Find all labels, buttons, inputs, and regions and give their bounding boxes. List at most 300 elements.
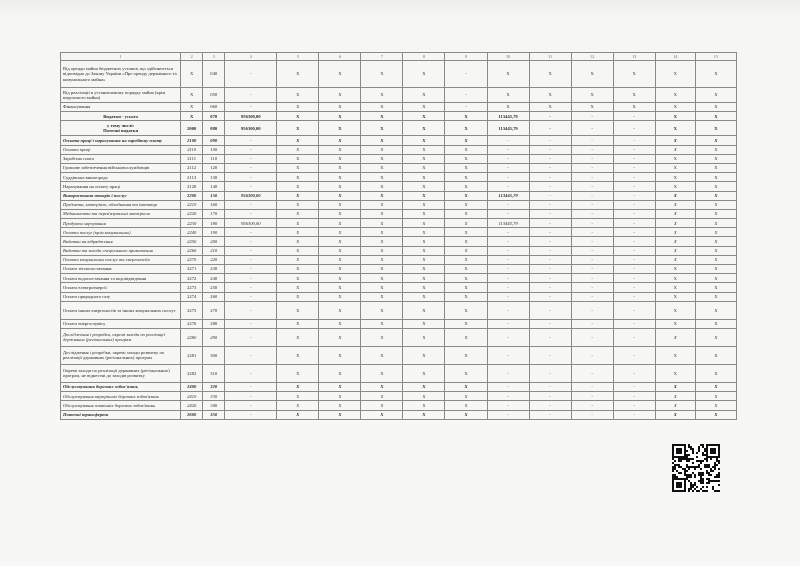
value-cell: X <box>445 255 487 264</box>
value-cell: X <box>361 301 403 319</box>
value-cell: - <box>487 136 529 145</box>
value-cell: - <box>571 328 613 346</box>
value-cell: X <box>319 200 361 209</box>
value-cell: X <box>319 255 361 264</box>
value-cell: - <box>613 274 655 283</box>
value-cell: X <box>655 246 695 255</box>
value-cell: - <box>529 328 571 346</box>
value-cell: X <box>655 364 695 382</box>
value-cell: X <box>319 237 361 246</box>
value-cell: X <box>361 328 403 346</box>
value-cell: X <box>403 255 445 264</box>
kekv-code-cell: 2281 <box>181 346 203 364</box>
value-cell: - <box>613 319 655 328</box>
value-cell: - <box>487 182 529 191</box>
value-cell: X <box>403 410 445 419</box>
value-cell: X <box>695 163 736 172</box>
value-cell: X <box>277 246 319 255</box>
value-cell: - <box>529 121 571 136</box>
value-cell: - <box>225 237 277 246</box>
table-row <box>61 246 737 255</box>
column-number: 14 <box>655 53 695 61</box>
value-cell: - <box>529 382 571 391</box>
table-row <box>61 182 737 191</box>
value-cell: - <box>529 145 571 154</box>
table-row <box>61 228 737 237</box>
value-cell: - <box>571 228 613 237</box>
value-cell: - <box>571 136 613 145</box>
line-code-cell: 100 <box>203 145 225 154</box>
value-cell: 956300,00 <box>225 219 277 228</box>
value-cell: X <box>403 382 445 391</box>
column-number: 2 <box>181 53 203 61</box>
value-cell: X <box>319 364 361 382</box>
value-cell: X <box>695 191 736 200</box>
value-cell: - <box>225 61 277 88</box>
value-cell: X <box>655 410 695 419</box>
value-cell: - <box>529 200 571 209</box>
value-cell: X <box>403 112 445 121</box>
table-row <box>61 392 737 401</box>
value-cell: X <box>319 265 361 274</box>
row-label: Оплата послуг (крім комунальних) <box>61 228 181 237</box>
value-cell: X <box>655 145 695 154</box>
value-cell: X <box>361 382 403 391</box>
value-cell: - <box>529 112 571 121</box>
value-cell: - <box>571 319 613 328</box>
value-cell: X <box>277 154 319 163</box>
value-cell: X <box>403 173 445 182</box>
line-code-cell: 080 <box>203 121 225 136</box>
value-cell: X <box>361 219 403 228</box>
value-cell: X <box>655 173 695 182</box>
value-cell: X <box>445 219 487 228</box>
value-cell: - <box>613 401 655 410</box>
value-cell: - <box>571 274 613 283</box>
value-cell: X <box>319 191 361 200</box>
value-cell: X <box>277 145 319 154</box>
value-cell: - <box>571 292 613 301</box>
table-row <box>61 382 737 391</box>
value-cell: X <box>445 145 487 154</box>
column-number: 9 <box>445 53 487 61</box>
value-cell: - <box>529 401 571 410</box>
row-label: у тому числі: Поточні видатки <box>61 121 181 136</box>
value-cell: - <box>571 283 613 292</box>
value-cell: - <box>487 173 529 182</box>
value-cell: - <box>571 246 613 255</box>
value-cell: X <box>361 392 403 401</box>
value-cell: - <box>225 145 277 154</box>
value-cell: X <box>445 328 487 346</box>
value-cell: X <box>403 136 445 145</box>
value-cell: X <box>277 392 319 401</box>
row-label: Окремі заходи по реалізації державних (регіональних) програм, не віднесені до заходів розвитку <box>61 364 181 382</box>
value-cell: X <box>319 163 361 172</box>
value-cell: X <box>695 301 736 319</box>
value-cell: - <box>487 392 529 401</box>
value-cell: X <box>695 145 736 154</box>
value-cell: X <box>655 219 695 228</box>
value-cell: X <box>655 154 695 163</box>
value-cell: - <box>613 182 655 191</box>
table-row <box>61 61 737 88</box>
row-label: Видатки - усього <box>61 112 181 121</box>
value-cell: - <box>487 283 529 292</box>
row-label: Суддівська винагорода <box>61 173 181 182</box>
row-label: Предмети, матеріали, обладнання та інвентар <box>61 200 181 209</box>
value-cell: - <box>225 328 277 346</box>
table-body <box>61 53 737 420</box>
value-cell: - <box>613 301 655 319</box>
value-cell: X <box>655 88 695 103</box>
value-cell: - <box>225 182 277 191</box>
value-cell: - <box>571 182 613 191</box>
value-cell: - <box>487 410 529 419</box>
value-cell: X <box>487 61 529 88</box>
kekv-code-cell: 2282 <box>181 364 203 382</box>
value-cell: X <box>319 292 361 301</box>
value-cell: X <box>445 319 487 328</box>
value-cell: X <box>695 136 736 145</box>
row-label: Заробітна плата <box>61 154 181 163</box>
row-label: Медикаменти та перев'язувальні матеріали <box>61 209 181 218</box>
value-cell: X <box>695 219 736 228</box>
value-cell: - <box>529 154 571 163</box>
value-cell: X <box>695 346 736 364</box>
value-cell: X <box>695 121 736 136</box>
kekv-code-cell: 2275 <box>181 301 203 319</box>
value-cell: X <box>655 103 695 112</box>
value-cell: - <box>225 364 277 382</box>
value-cell: X <box>403 228 445 237</box>
value-cell: - <box>529 346 571 364</box>
value-cell: - <box>487 364 529 382</box>
value-cell: - <box>487 382 529 391</box>
value-cell: - <box>487 163 529 172</box>
value-cell: X <box>403 154 445 163</box>
value-cell: X <box>695 319 736 328</box>
row-label: Обслуговування боргових зобов'язань <box>61 382 181 391</box>
column-number-row <box>61 53 737 61</box>
value-cell: - <box>613 237 655 246</box>
value-cell: - <box>613 121 655 136</box>
value-cell: - <box>571 382 613 391</box>
value-cell: X <box>277 163 319 172</box>
value-cell: X <box>277 136 319 145</box>
value-cell: X <box>655 301 695 319</box>
value-cell: - <box>529 265 571 274</box>
line-code-cell: 300 <box>203 346 225 364</box>
value-cell: X <box>445 301 487 319</box>
kekv-code-cell: 2113 <box>181 173 203 182</box>
kekv-code-cell: 2120 <box>181 182 203 191</box>
row-label: Дослідження і розробки, окремі заходи по реалізації державних (регіональних) програм <box>61 328 181 346</box>
value-cell: X <box>655 346 695 364</box>
kekv-code-cell: 2273 <box>181 283 203 292</box>
value-cell: - <box>613 154 655 163</box>
value-cell: X <box>403 237 445 246</box>
value-cell: - <box>487 237 529 246</box>
table-row <box>61 410 737 419</box>
row-label: Поточні трансферти <box>61 410 181 419</box>
table-row <box>61 219 737 228</box>
line-code-cell: 250 <box>203 283 225 292</box>
value-cell: X <box>403 328 445 346</box>
value-cell: X <box>319 154 361 163</box>
line-code-cell: 260 <box>203 292 225 301</box>
value-cell: X <box>445 182 487 191</box>
value-cell: - <box>445 61 487 88</box>
value-cell: X <box>655 209 695 218</box>
value-cell: X <box>403 103 445 112</box>
kekv-code-cell: X <box>181 112 203 121</box>
value-cell: - <box>571 392 613 401</box>
value-cell: X <box>277 103 319 112</box>
line-code-cell: 180 <box>203 219 225 228</box>
value-cell: - <box>571 237 613 246</box>
value-cell: - <box>613 346 655 364</box>
value-cell: - <box>225 209 277 218</box>
value-cell: X <box>695 103 736 112</box>
value-cell: X <box>529 103 571 112</box>
table-row <box>61 283 737 292</box>
column-number: 6 <box>319 53 361 61</box>
column-number: 7 <box>361 53 403 61</box>
value-cell: - <box>487 145 529 154</box>
value-cell: X <box>277 112 319 121</box>
kekv-code-cell: X <box>181 61 203 88</box>
budget-report-table <box>60 52 737 420</box>
line-code-cell: 120 <box>203 163 225 172</box>
value-cell: X <box>655 163 695 172</box>
value-cell: 956300,00 <box>225 121 277 136</box>
value-cell: X <box>445 292 487 301</box>
kekv-code-cell: 2100 <box>181 136 203 145</box>
column-number: 15 <box>695 53 736 61</box>
column-number: 3 <box>203 53 225 61</box>
value-cell: X <box>445 364 487 382</box>
value-cell: X <box>277 200 319 209</box>
row-label: Продукти харчування <box>61 219 181 228</box>
value-cell: X <box>277 173 319 182</box>
value-cell: - <box>529 182 571 191</box>
table-row <box>61 237 737 246</box>
line-code-cell: 320 <box>203 382 225 391</box>
value-cell: X <box>613 88 655 103</box>
value-cell: X <box>361 154 403 163</box>
kekv-code-cell: 2400 <box>181 382 203 391</box>
value-cell: - <box>225 274 277 283</box>
value-cell: - <box>225 163 277 172</box>
line-code-cell: 340 <box>203 401 225 410</box>
value-cell: - <box>571 255 613 264</box>
value-cell: X <box>445 173 487 182</box>
line-code-cell: 310 <box>203 364 225 382</box>
value-cell: - <box>225 410 277 419</box>
value-cell: X <box>319 88 361 103</box>
value-cell: - <box>613 392 655 401</box>
value-cell: - <box>613 112 655 121</box>
kekv-code-cell: X <box>181 88 203 103</box>
value-cell: - <box>571 364 613 382</box>
row-label: Дослідження і розробки, окремі заходи розвитку по реалізації державних (регіональних) програм <box>61 346 181 364</box>
value-cell: - <box>571 200 613 209</box>
value-cell: X <box>319 145 361 154</box>
kekv-code-cell: 2210 <box>181 200 203 209</box>
line-code-cell: 230 <box>203 265 225 274</box>
table-row <box>61 112 737 121</box>
value-cell: X <box>361 136 403 145</box>
value-cell: X <box>403 182 445 191</box>
value-cell: X <box>277 364 319 382</box>
table-row <box>61 255 737 264</box>
row-label: Видатки та заходи спеціального призначення <box>61 246 181 255</box>
value-cell: X <box>319 173 361 182</box>
value-cell: X <box>277 61 319 88</box>
value-cell: X <box>277 88 319 103</box>
value-cell: X <box>277 219 319 228</box>
value-cell: X <box>277 191 319 200</box>
table-row <box>61 265 737 274</box>
value-cell: X <box>319 328 361 346</box>
value-cell: X <box>277 255 319 264</box>
value-cell: X <box>445 401 487 410</box>
value-cell: - <box>225 301 277 319</box>
value-cell: X <box>403 145 445 154</box>
row-label: Оплата праці <box>61 145 181 154</box>
value-cell: X <box>319 283 361 292</box>
line-code-cell: 060 <box>203 103 225 112</box>
value-cell: - <box>487 228 529 237</box>
value-cell: X <box>445 410 487 419</box>
value-cell: - <box>487 401 529 410</box>
value-cell: X <box>319 121 361 136</box>
value-cell: X <box>695 401 736 410</box>
value-cell: - <box>529 136 571 145</box>
column-number: 10 <box>487 53 529 61</box>
value-cell: - <box>613 292 655 301</box>
value-cell: - <box>487 200 529 209</box>
value-cell: X <box>571 103 613 112</box>
value-cell: X <box>361 121 403 136</box>
value-cell: X <box>361 255 403 264</box>
value-cell: - <box>225 103 277 112</box>
value-cell: X <box>403 283 445 292</box>
value-cell: X <box>403 274 445 283</box>
value-cell: - <box>571 121 613 136</box>
value-cell: X <box>445 200 487 209</box>
value-cell: - <box>529 219 571 228</box>
value-cell: - <box>529 292 571 301</box>
value-cell: X <box>445 228 487 237</box>
value-cell: X <box>319 401 361 410</box>
value-cell: X <box>529 61 571 88</box>
value-cell: X <box>361 319 403 328</box>
kekv-code-cell: 2410 <box>181 392 203 401</box>
value-cell: X <box>655 136 695 145</box>
value-cell: X <box>277 319 319 328</box>
value-cell: X <box>361 346 403 364</box>
value-cell: X <box>655 191 695 200</box>
value-cell: X <box>361 364 403 382</box>
kekv-code-cell: 2272 <box>181 274 203 283</box>
value-cell: 113445,79 <box>487 191 529 200</box>
line-code-cell: 220 <box>203 255 225 264</box>
value-cell: X <box>571 88 613 103</box>
row-label: Фінансування <box>61 103 181 112</box>
value-cell: X <box>319 392 361 401</box>
row-label: Оплата електроенергії <box>61 283 181 292</box>
value-cell: X <box>403 61 445 88</box>
row-label: Оплата енергосервісу <box>61 319 181 328</box>
table-row <box>61 200 737 209</box>
value-cell: X <box>361 163 403 172</box>
value-cell: - <box>529 191 571 200</box>
value-cell: X <box>361 246 403 255</box>
value-cell: - <box>571 163 613 172</box>
kekv-code-cell: 2230 <box>181 219 203 228</box>
value-cell: X <box>695 265 736 274</box>
value-cell: X <box>319 228 361 237</box>
row-label: Грошове забезпечення військовослужбовців <box>61 163 181 172</box>
value-cell: X <box>277 121 319 136</box>
value-cell: X <box>655 255 695 264</box>
value-cell: - <box>225 265 277 274</box>
value-cell: - <box>613 364 655 382</box>
value-cell: X <box>695 154 736 163</box>
table-row <box>61 328 737 346</box>
table-row <box>61 103 737 112</box>
value-cell: X <box>445 274 487 283</box>
value-cell: X <box>445 112 487 121</box>
row-label: Оплата теплопостачання <box>61 265 181 274</box>
value-cell: X <box>403 163 445 172</box>
value-cell: X <box>403 301 445 319</box>
value-cell: X <box>695 283 736 292</box>
table-row <box>61 173 737 182</box>
value-cell: X <box>319 112 361 121</box>
value-cell: X <box>319 274 361 283</box>
value-cell: - <box>225 200 277 209</box>
value-cell: X <box>695 255 736 264</box>
value-cell: X <box>403 319 445 328</box>
value-cell: - <box>529 163 571 172</box>
value-cell: - <box>613 283 655 292</box>
value-cell: X <box>277 228 319 237</box>
value-cell: X <box>655 112 695 121</box>
value-cell: - <box>225 283 277 292</box>
value-cell: X <box>361 88 403 103</box>
kekv-code-cell: 2276 <box>181 319 203 328</box>
kekv-code-cell: 2000 <box>181 121 203 136</box>
value-cell: X <box>361 410 403 419</box>
report-table-wrapper <box>60 52 737 420</box>
row-label: Видатки на відрядження <box>61 237 181 246</box>
value-cell: - <box>613 136 655 145</box>
value-cell: X <box>403 292 445 301</box>
value-cell: - <box>613 246 655 255</box>
table-row <box>61 191 737 200</box>
value-cell: X <box>655 274 695 283</box>
value-cell: X <box>277 382 319 391</box>
kekv-code-cell: 2270 <box>181 255 203 264</box>
value-cell: X <box>403 88 445 103</box>
row-label: Оплата праці і нарахування на заробітну плату <box>61 136 181 145</box>
value-cell: - <box>445 88 487 103</box>
row-label: Від оренди майна бюджетних установ, що здійснюється відповідно до Закону України «Про оренду державного та комунального майна» <box>61 61 181 88</box>
value-cell: X <box>695 274 736 283</box>
